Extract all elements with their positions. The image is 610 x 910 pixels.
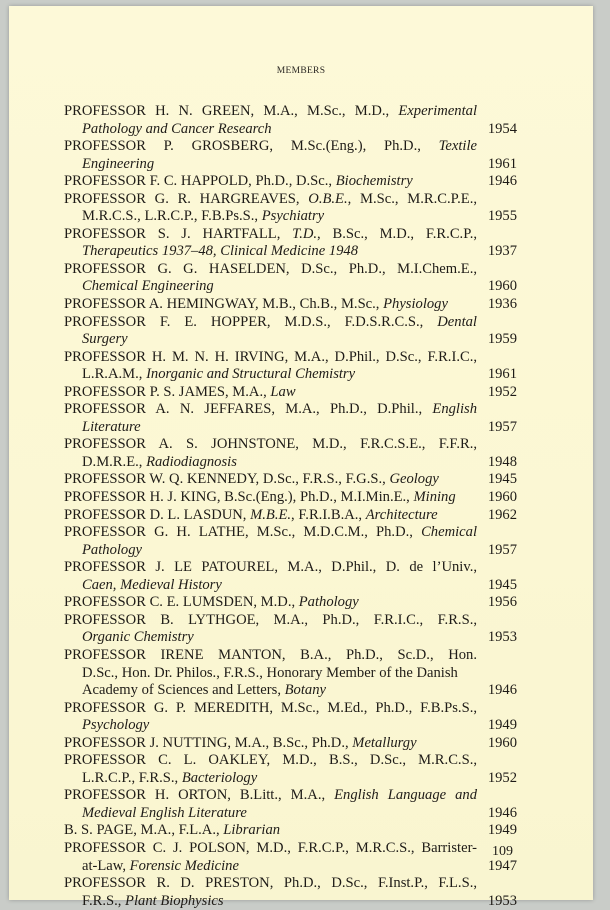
entry-year: 1946 [487, 173, 517, 190]
entry-text: L.R.C.P., F.R.S., Bacteriology [82, 769, 258, 786]
entry-subject: Engineering [82, 155, 155, 172]
entry-subject: Dental [437, 313, 477, 330]
entry-line [64, 507, 517, 525]
entry-continuation-line [64, 577, 517, 595]
entry-line [64, 261, 517, 279]
year-spacer [477, 138, 517, 156]
entry-text [64, 717, 477, 735]
entry-line [64, 384, 517, 402]
entry-subject: M.B.E. [250, 506, 292, 523]
entry-text: PROFESSOR C. L. OAKLEY, M.D., B.S., D.Sc., M.R.C.S., [64, 752, 477, 769]
member-entry [64, 752, 517, 787]
entry-text: PROFESSOR P. S. JAMES, M.A., Law [64, 383, 296, 400]
entry-line [64, 612, 517, 630]
entry-subject: Chemical Engineering [82, 278, 214, 295]
member-entry [64, 594, 517, 612]
entry-text: PROFESSOR IRENE MANTON, B.A., Ph.D., Sc.D., Hon. [64, 646, 477, 663]
year-spacer [477, 349, 517, 367]
member-entry [64, 349, 517, 384]
entry-subject: T.D. [292, 225, 318, 242]
member-entry [64, 261, 517, 296]
entry-subject: Radiodiagnosis [146, 453, 237, 470]
entry-text: PROFESSOR G. P. MEREDITH, M.Sc., M.Ed., Ph.D., F.B.Ps.S., [64, 699, 477, 716]
year-spacer [477, 103, 517, 121]
entry-subject: Librarian [223, 822, 281, 839]
entry-text: D.M.R.E., Radiodiagnosis [82, 453, 237, 470]
entry-line [64, 436, 517, 454]
entry-text: PROFESSOR W. Q. KENNEDY, D.Sc., F.R.S., F.G.S., Geology [64, 471, 439, 488]
entry-subject: Caen, Medieval History [82, 576, 222, 593]
entry-text: L.R.A.M., Inorganic and Structural Chemistry [82, 366, 356, 383]
entry-line [64, 138, 517, 156]
entry-year: 1960 [487, 489, 517, 506]
entry-year: 1936 [487, 296, 517, 313]
entry-text: PROFESSOR F. C. HAPPOLD, Ph.D., D.Sc., Biochemistry [64, 173, 413, 190]
entry-text: PROFESSOR S. J. HARTFALL, T.D., B.Sc., M.D., F.R.C.P., [64, 225, 477, 242]
entry-subject: Textile [438, 138, 477, 155]
entry-subject: Botany [284, 682, 326, 699]
entry-subject: Architecture [365, 506, 438, 523]
year-spacer [477, 787, 517, 805]
entry-subject: English [432, 401, 477, 418]
entry-line [64, 787, 517, 805]
entry-text: PROFESSOR G. R. HARGREAVES, O.B.E., M.Sc., M.R.C.P.E., [64, 190, 477, 207]
entry-text [64, 331, 477, 349]
entry-subject: Psychiatry [261, 208, 325, 225]
entry-text: PROFESSOR G. G. HASELDEN, D.Sc., Ph.D., M.I.Chem.E., [64, 260, 477, 277]
entry-year: 1953 [487, 629, 517, 646]
member-entry [64, 296, 517, 314]
year-spacer [477, 875, 517, 893]
entry-continuation-line [64, 366, 517, 384]
year-spacer [477, 752, 517, 770]
entry-subject: Geology [389, 471, 439, 488]
entry-text: PROFESSOR B. LYTHGOE, M.A., Ph.D., F.R.I.C., F.R.S., [64, 611, 477, 628]
entry-text: PROFESSOR A. N. JEFFARES, M.A., Ph.D., D.Phil., English [64, 401, 477, 418]
entry-year: 1949 [487, 822, 517, 839]
entry-continuation-line [64, 156, 517, 174]
entry-year: 1960 [487, 278, 517, 295]
entry-year: 1947 [487, 857, 517, 874]
entry-year: 1952 [487, 383, 517, 400]
entry-continuation-line [64, 682, 517, 700]
entry-year: 1954 [487, 120, 517, 137]
entry-year: 1949 [487, 717, 517, 734]
member-entry [64, 840, 517, 875]
year-spacer [477, 700, 517, 718]
entry-line [64, 524, 517, 542]
member-entry [64, 489, 517, 507]
entry-line [64, 173, 517, 191]
entry-line [64, 349, 517, 367]
entry-text: PROFESSOR A. HEMINGWAY, M.B., Ch.B., M.Sc., Physiology [64, 296, 448, 313]
entry-continuation-line [64, 121, 517, 139]
entry-text [64, 577, 477, 595]
entry-text: PROFESSOR J. LE PATOUREL, M.A., D.Phil., D. de l’Univ., [64, 559, 477, 576]
entry-line [64, 559, 517, 577]
entry-line [64, 296, 517, 314]
member-entry [64, 700, 517, 735]
entry-text: PROFESSOR H. N. GREEN, M.A., M.Sc., M.D., Experimental [64, 103, 477, 119]
entry-subject: Psychology [82, 717, 150, 734]
entry-subject: Surgery [82, 331, 128, 348]
member-entry [64, 612, 517, 647]
entry-line [64, 489, 517, 507]
entry-continuation-line [64, 858, 517, 876]
entry-text: PROFESSOR H. ORTON, B.Litt., M.A., English Language and [64, 787, 477, 804]
entry-subject: Biochemistry [335, 173, 413, 190]
entry-text [64, 243, 477, 261]
entry-continuation-line [64, 542, 517, 560]
entry-subject: Organic Chemistry [82, 629, 194, 646]
member-entry [64, 314, 517, 349]
entry-year: 1937 [487, 243, 517, 260]
entry-year: 1945 [487, 576, 517, 593]
entry-subject: Plant Biophysics [125, 892, 224, 909]
entry-text: PROFESSOR A. S. JOHNSTONE, M.D., F.R.C.S.E., F.F.R., [64, 436, 477, 453]
entry-subject: Experimental [398, 103, 477, 119]
entry-text: PROFESSOR H. M. N. H. IRVING, M.A., D.Phil., D.Sc., F.R.I.C., [64, 348, 477, 365]
entry-year: 1946 [487, 804, 517, 821]
entry-text: PROFESSOR R. D. PRESTON, Ph.D., D.Sc., F.Inst.P., F.L.S., [64, 875, 477, 892]
entry-continuation-line [64, 208, 517, 226]
entry-continuation-line [64, 243, 517, 261]
member-entry [64, 191, 517, 226]
entry-year: 1952 [487, 769, 517, 786]
entry-line [64, 735, 517, 753]
document-page [9, 6, 593, 909]
entry-text [64, 542, 477, 560]
member-entry [64, 173, 517, 191]
year-spacer [477, 612, 517, 630]
entry-text [64, 805, 477, 823]
entry-text: PROFESSOR P. GROSBERG, M.Sc.(Eng.), Ph.D., Textile [64, 138, 477, 155]
year-spacer [477, 559, 517, 577]
member-entry [64, 787, 517, 822]
member-entry [64, 138, 517, 173]
year-spacer [477, 436, 517, 454]
entry-line [64, 314, 517, 332]
entry-continuation-line [64, 770, 517, 788]
member-entry [64, 524, 517, 559]
year-spacer [477, 261, 517, 279]
entry-text: B. S. PAGE, M.A., F.L.A., Librarian [64, 822, 281, 839]
entry-line [64, 752, 517, 770]
entry-line [64, 401, 517, 419]
entry-text: D.Sc., Hon. Dr. Philos., F.R.S., Honorary Member of the Danish [82, 664, 458, 681]
entry-year: 1961 [487, 155, 517, 172]
entry-subject: Literature [82, 418, 141, 435]
entry-year: 1946 [487, 682, 517, 699]
entry-text: Academy of Sciences and Letters, Botany [82, 682, 326, 699]
entry-subject: Forensic Medicine [129, 857, 239, 874]
member-list [64, 103, 517, 910]
entry-continuation-line [64, 805, 517, 823]
entry-subject: Law [270, 383, 296, 400]
entry-text: F.R.S., Plant Biophysics [82, 892, 224, 909]
member-entry [64, 401, 517, 436]
member-entry [64, 875, 517, 910]
entry-text: PROFESSOR D. L. LASDUN, M.B.E., F.R.I.B.A., Architecture [64, 506, 438, 523]
entry-subject: Inorganic and Structural Chemistry [146, 366, 356, 383]
entry-text: at-Law, Forensic Medicine [82, 857, 239, 874]
member-entry [64, 103, 517, 138]
year-spacer [477, 191, 517, 209]
entry-subject: Pathology [82, 541, 142, 558]
member-entry [64, 384, 517, 402]
entry-line [64, 103, 517, 121]
member-entry [64, 559, 517, 594]
entry-line [64, 647, 517, 665]
year-spacer [477, 226, 517, 244]
member-entry [64, 436, 517, 471]
entry-text [64, 121, 477, 139]
entry-text: PROFESSOR J. NUTTING, M.A., B.Sc., Ph.D., Metallurgy [64, 734, 417, 751]
entry-subject: Pathology and Cancer Research [82, 120, 272, 137]
entry-subject: Physiology [383, 296, 448, 313]
running-header: MEMBERS [276, 66, 326, 76]
entry-subject: Mining [413, 489, 456, 506]
member-entry [64, 647, 517, 700]
entry-continuation-line [64, 331, 517, 349]
entry-subject: Pathology [298, 594, 359, 611]
entry-subject: Therapeutics 1937–48, Clinical Medicine 1948 [82, 243, 359, 260]
member-entry [64, 735, 517, 753]
member-entry [64, 226, 517, 261]
entry-line [64, 594, 517, 612]
entry-text [64, 419, 477, 437]
entry-line [64, 471, 517, 489]
entry-line [64, 840, 517, 858]
entry-text [64, 278, 477, 296]
entry-year: 1956 [487, 594, 517, 611]
entry-line [64, 226, 517, 244]
entry-continuation-line [64, 419, 517, 437]
page-number: 109 [492, 844, 513, 859]
entry-subject: O.B.E. [308, 190, 348, 207]
entry-year: 1960 [487, 734, 517, 751]
year-spacer [477, 314, 517, 332]
entry-subject: Metallurgy [352, 734, 417, 751]
entry-subject: Chemical [421, 524, 477, 541]
member-entry [64, 471, 517, 489]
entry-text: PROFESSOR F. E. HOPPER, M.D.S., F.D.S.R.C.S., Dental [64, 313, 477, 330]
entry-subject: Bacteriology [181, 769, 258, 786]
entry-line [64, 700, 517, 718]
entry-text: PROFESSOR C. J. POLSON, M.D., F.R.C.P., M.R.C.S., Barrister- [64, 839, 477, 856]
entry-subject: Medieval English Literature [82, 804, 247, 821]
member-entry [64, 507, 517, 525]
entry-year: 1959 [487, 331, 517, 348]
entry-text [64, 156, 477, 174]
entry-year: 1955 [487, 208, 517, 225]
entry-text [64, 629, 477, 647]
entry-continuation-line [64, 665, 517, 683]
entry-continuation-line [64, 278, 517, 296]
entry-year: 1961 [487, 366, 517, 383]
year-spacer [477, 665, 517, 683]
entry-year: 1948 [487, 453, 517, 470]
entry-year: 1953 [487, 892, 517, 909]
entry-continuation-line [64, 629, 517, 647]
entry-text: PROFESSOR G. H. LATHE, M.Sc., M.D.C.M., Ph.D., Chemical [64, 524, 477, 541]
entry-line [64, 822, 517, 840]
entry-text: M.R.C.S., L.R.C.P., F.B.Ps.S., Psychiatry [82, 208, 325, 225]
year-spacer [477, 647, 517, 665]
entry-continuation-line [64, 454, 517, 472]
entry-line [64, 875, 517, 893]
entry-continuation-line [64, 893, 517, 910]
entry-subject: English Language and [334, 787, 477, 804]
entry-continuation-line [64, 717, 517, 735]
year-spacer [477, 401, 517, 419]
entry-line [64, 191, 517, 209]
entry-year: 1962 [487, 506, 517, 523]
member-entry [64, 822, 517, 840]
entry-year: 1945 [487, 471, 517, 488]
entry-text: PROFESSOR C. E. LUMSDEN, M.D., Pathology [64, 594, 359, 611]
entry-year: 1957 [487, 418, 517, 435]
entry-year: 1957 [487, 541, 517, 558]
entry-text: PROFESSOR H. J. KING, B.Sc.(Eng.), Ph.D., M.I.Min.E., Mining [64, 489, 456, 506]
year-spacer [477, 524, 517, 542]
